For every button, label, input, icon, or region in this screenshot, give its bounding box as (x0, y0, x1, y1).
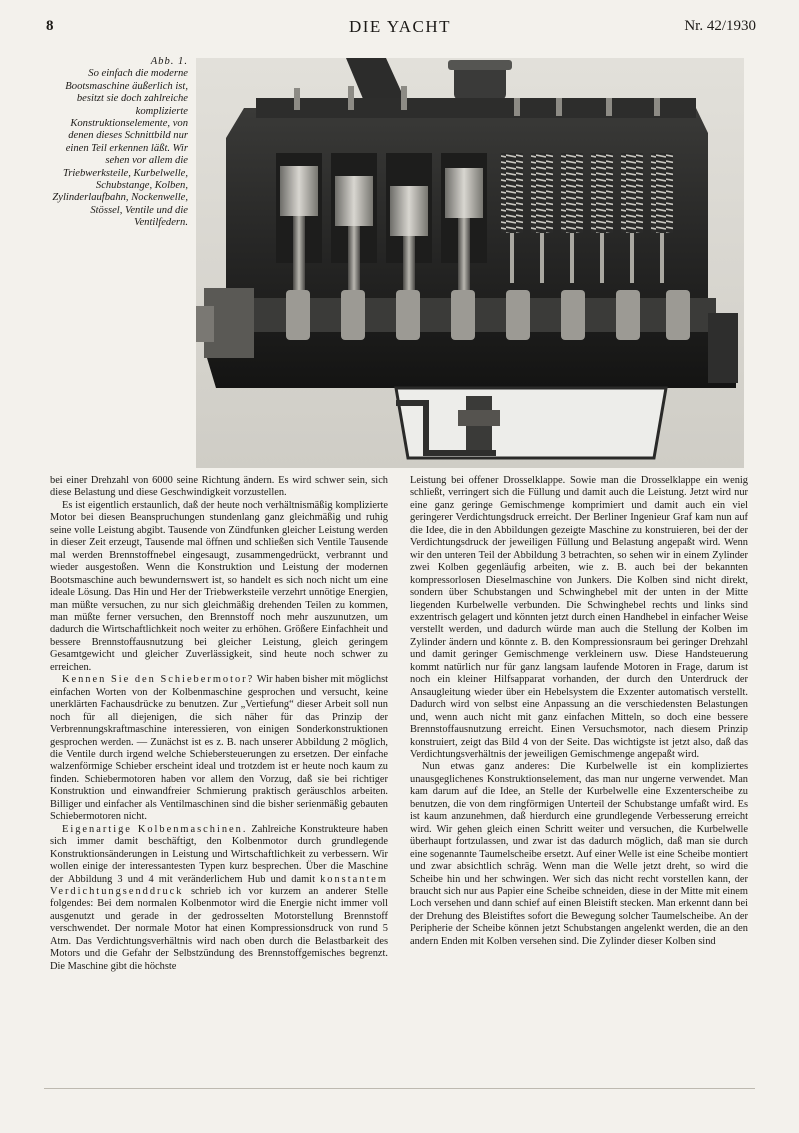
spaced-phrase: konstantem Verdichtungsenddruck (50, 873, 388, 897)
paragraph: Es ist eigentlich erstaunlich, daß der heute noch verhältnismäßig komplizierte Motor bei diesen Beanspruchungen stundenlang ganz gleichmäßig und ruhig seine volle Leistung abgibt. Tausende von Zündfunken gleicher Leistung werden in dieser Zeit erzeugt, Tausende mal öffnen und schließen sich Ventile Tausende mal werden Brennstoffnebel eingesaugt, zusammengedrückt, verbrannt und wieder ausgestoßen. Wenn die Konstruktion und Leistung der modernen Bootsmaschine auch bewundernswert ist, so handelt es sich noch nicht um eine ideale Lösung. Das Hin und Her der Triebwerksteile verzehrt unnötige Energien, man müßte versuchen, zu nur sich gleichmäßig drehenden Teilen zu kommen, man müßte ferner versuchen, den Brennstoff noch mehr auszunutzen, um dadurch die Wirtschaftlichkeit noch weiter zu erhöhen. Größere Einfachheit und bessere Brennstoffausnutzung bei gleicher Leistung, gleich geringem Gesamtgewicht und gleicher Zuverlässigkeit, sind heute noch schwer zu erreichen. (50, 499, 388, 673)
paragraph: Kennen Sie den Schiebermotor? Wir haben bisher mit möglichst einfachen Worten von der Kolbenmaschine gesprochen und versucht, keine unerklärten Fachausdrücke zu benutzen. Zur „Vertiefung“ dieser Arbeit soll nun noch für all diejenigen, die sich näher für das Prinzip der Verbrennungskraftmaschine interessieren, von einigen Sonderkonstruktionen gesprochen werden. — Zunächst ist es z. B. nach unserer Abbildung 2 möglich, die Ventile durch irgend welche Schiebersteuerungen zu ersetzen. Der einfache walzenförmige Schieber erscheint ideal und trotzdem ist er heute noch kaum zu finden. Schiebermotoren haben vor allem den Vorzug, daß sie bei richtiger Konstruktion und einwandfreier Schmierung praktisch geräuschlos arbeiten. Billiger und einfacher als Ventilmaschinen sind die bisher serienmäßig gebauten Schiebermotoren nicht. (50, 674, 388, 823)
spaced-heading: Eigenartige Kolbenmaschinen. (62, 823, 248, 835)
page-number: 8 (46, 18, 54, 34)
paragraph: bei einer Drehzahl von 6000 seine Richtung ändern. Es wird schwer sein, sich diese Belastung und diese Geschwindigkeit vorzustellen. (50, 475, 388, 499)
article-column-right (410, 475, 748, 1057)
issue-number: Nr. 42/1930 (684, 18, 756, 34)
figure-caption (46, 56, 188, 230)
paragraph: Nun etwas ganz anderes: Die Kurbelwelle ist ein kompliziertes unausgeglichenes Konstruktionselement, das man nur ungerne verwendet. Man kam darum auf die Idee, an Stelle der Kurbelwelle eine Exzenterscheibe zu benutzen, die von dem ringförmigen Unterteil der Schubstange umfaßt wird. Es ist kaum anzunehmen, daß hierdurch eine grundlegende Verbesserung erreicht wird. Wir gehen gleich einen Schritt weiter und versuchen, die Kurbelwelle überhaupt fortzulassen, und zwar ist das dadurch möglich, daß man sie durch eine sogenannte Taumelscheibe ersetzt. Auf einer Welle ist eine Scheibe montiert und zwar absichtlich schräg. Wenn man die Welle jetzt dreht, so wird die Scheibe hin und her schwingen. Wer sich das nicht recht vorstellen kann, der braucht sich nur aus Papier eine Scheibe schneiden, diese in der Mitte mit einem Loch versehen und dann schief auf einen Bleistift stecken. Man erkennt dann bei der Drehung des Bleistiftes sofort die Bewegung solcher Taumelscheibe. An der Peripherie der Scheibe können jetzt Schubstangen angelenkt werden, die an den andern Enden mit Kolben versehen sind. Die Zylinder dieser Kolben sind (410, 761, 748, 947)
article-column-left (50, 475, 388, 1057)
spaced-heading: Kennen Sie den Schiebermotor? (62, 674, 255, 686)
engine-cutaway-photo (196, 58, 744, 468)
page-bottom-rule (44, 1088, 755, 1089)
paragraph: Eigenartige Kolbenmaschinen. Zahlreiche Konstrukteure haben sich immer damit beschäftigt, den Kolbenmotor durch grundlegende Konstruktionsänderungen in Leistung und Wirtschaftlichkeit zu verbessern. Wir wollen einige der interessantesten Typen kurz besprechen. Über die Maschine der Abbildung 3 und 4 mit veränderlichem Hub und damit konstantem Verdichtungsenddruck schrieb ich vor kurzem an anderer Stelle folgendes: Bei dem normalen Kolbenmotor wird die Energie nicht immer voll ausgenutzt und gerade in der gedrosselten Motorstellung Brennstoff verschwendet. Der normale Motor hat einen Kompressionsdruck von rund 5 Atm. Das Verdichtungsverhältnis wird nach oben durch die Belastbarkeit des Motors und die Gefahr der Selbstzündung des Brennstoffgemisches begrenzt. Die Maschine gibt die höchste (50, 823, 388, 972)
page-header (44, 14, 756, 40)
figure-label: Abb. 1. (150, 56, 188, 67)
figure-caption-text: So einfach die moderne Bootsmaschine äußerlich ist, besitzt sie doch zahlreiche komplizierte Konstruktionselemente, von denen dieses Schnittbild nur einen Teil erkennen läßt. Wir sehen vor allem die Triebwerksteile, Kurbelwelle, Schubstange, Kolben, Zylinderlaufbahn, Nockenwelle, Stössel, Ventile und die Ventilfedern. (52, 68, 188, 229)
paragraph: Leistung bei offener Drosselklappe. Sowie man die Drosselklappe ein wenig schließt, verringert sich die Füllung und damit auch die Leistung. Jetzt wird nur eine ganz geringe Gemischmenge komprimiert und damit auch ein viel geringerer Verdichtungsdruck erreicht. Der Berliner Ingenieur Graf kam nun auf die Idee, die in den Abbildungen gezeigte Maschine zu konstruieren, bei der der Verdichtungsdruck der jeweiligen Füllung und Belastung angepaßt wird. Wenn wir den unteren Teil der Abbildung 3 betrachten, so sehen wir in einem Zylinder zwei Kolben gegenläufig arbeiten, wie z. B. auch bei der bekannten kompressorlosen Dieselmaschine von Junkers. Die Kolben sind nicht direkt, sondern über Schubstangen und Schwinghebel mit der unten in der Mitte liegenden Kurbelwelle verbunden. Die Schwinghebel rechts und links sind exzentrisch gelagert und könnten jetzt durch einen Handhebel in einfacher Weise verstellt werden, und dadurch würde man auch die Stellung der Kolben im Zylinder ändern und könnte z. B. den Kompressionsraum bei geringer Drehzahl und damit geringer Gemischmenge verkleinern usw. Diese Handsteuerung kommt natürlich nur für ganz langsam laufende Motoren in Frage, darum ist noch ein kleiner Hilfsapparat vorhanden, der durch den Unterdruck der Ansaugleitung wieder über ein Hebelsystem die Exzenter automatisch verstellt. Dadurch wird von selbst eine Anpassung an die verschiedensten Belastungen und, wenn auch nicht mit ganz einfachen Mitteln, so doch eine bessere Brennstoffausnutzung erreicht. Einen Versuchsmotor, nach diesem Prinzip konstruiert, zeigt das Bild 4 von der Seite. Das wichtigste ist jetzt also, daß das Verdichtungsverhältnis der jeweiligen Gemischmenge angepaßt wird. (410, 475, 748, 760)
magazine-title: DIE YACHT (348, 17, 452, 36)
